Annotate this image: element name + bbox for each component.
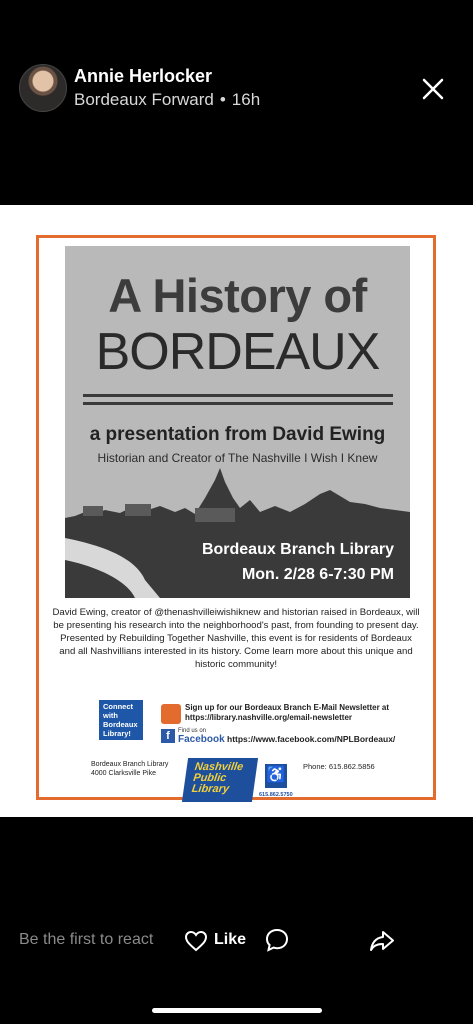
post-header	[0, 0, 473, 205]
npl-line3: Library	[190, 783, 230, 795]
react-prompt[interactable]: Be the first to react	[19, 931, 154, 948]
npl-line1: Nashville	[193, 761, 244, 773]
phone-number: Phone: 615.862.5856	[303, 762, 375, 771]
comment-icon[interactable]	[264, 927, 290, 953]
address-line2: 4000 Clarksville Pike	[91, 770, 156, 777]
flyer-subtitle2: Historian and Creator of The Nashville I Wish I Knew	[97, 451, 378, 465]
facebook-icon: f	[161, 729, 175, 743]
author-name[interactable]: Annie Herlocker	[74, 66, 213, 86]
flyer-title-line1: A History of	[108, 269, 367, 322]
separator: •	[219, 90, 226, 109]
divider	[83, 402, 393, 405]
newsletter-line1: Sign up for our Bordeaux Branch E-Mail Newsletter at	[185, 703, 390, 712]
newsletter-url: https://library.nashville.org/email-newsletter	[185, 713, 353, 722]
connect-badge: Connect with Bordeaux Library!	[99, 700, 143, 740]
facebook-url: https://www.facebook.com/NPLBordeaux/	[227, 734, 396, 744]
avatar[interactable]	[19, 64, 67, 112]
divider	[83, 394, 393, 397]
npl-line2: Public	[192, 772, 228, 784]
npl-logo	[182, 758, 258, 802]
flyer-location: Bordeaux Branch Library	[201, 541, 394, 558]
flyer-date: Mon. 2/28 6-7:30 PM	[241, 566, 394, 583]
address	[91, 760, 168, 778]
like-icon	[184, 929, 208, 953]
group-name[interactable]: Bordeaux Forward	[74, 90, 214, 109]
share-icon[interactable]	[368, 928, 396, 954]
post-image[interactable]	[0, 205, 473, 817]
like-button[interactable]	[184, 927, 246, 953]
post-meta	[74, 90, 260, 110]
like-label: Like	[214, 931, 247, 948]
flyer-hero	[65, 246, 410, 598]
address-line1: Bordeaux Branch Library	[91, 761, 169, 768]
flyer-description: David Ewing, creator of @thenashvilleiwishiknew and historian raised in Bordeaux, will be presenting his research into the neighborhood's past, from founding to present day. Presented by Rebuilding Together Nashville, this event is for residents of Bordeaux and all Nashvillians interested in its history. Come learn more about this unique and historic community!	[52, 607, 420, 670]
flyer-subtitle: a presentation from David Ewing	[89, 424, 386, 445]
home-indicator[interactable]	[152, 1008, 322, 1013]
accessibility-icon: ♿	[265, 764, 287, 788]
newsletter-icon	[161, 704, 181, 724]
access-number: 615.862.5750	[259, 792, 293, 798]
close-icon[interactable]	[418, 74, 448, 104]
newsletter-text	[185, 703, 389, 723]
flyer-title-line2: BORDEAUX	[95, 323, 380, 381]
facebook-small-text: Find us on	[178, 728, 207, 734]
facebook-word: Facebook	[178, 734, 225, 745]
post-time: 16h	[231, 90, 261, 109]
flyer	[36, 235, 436, 800]
